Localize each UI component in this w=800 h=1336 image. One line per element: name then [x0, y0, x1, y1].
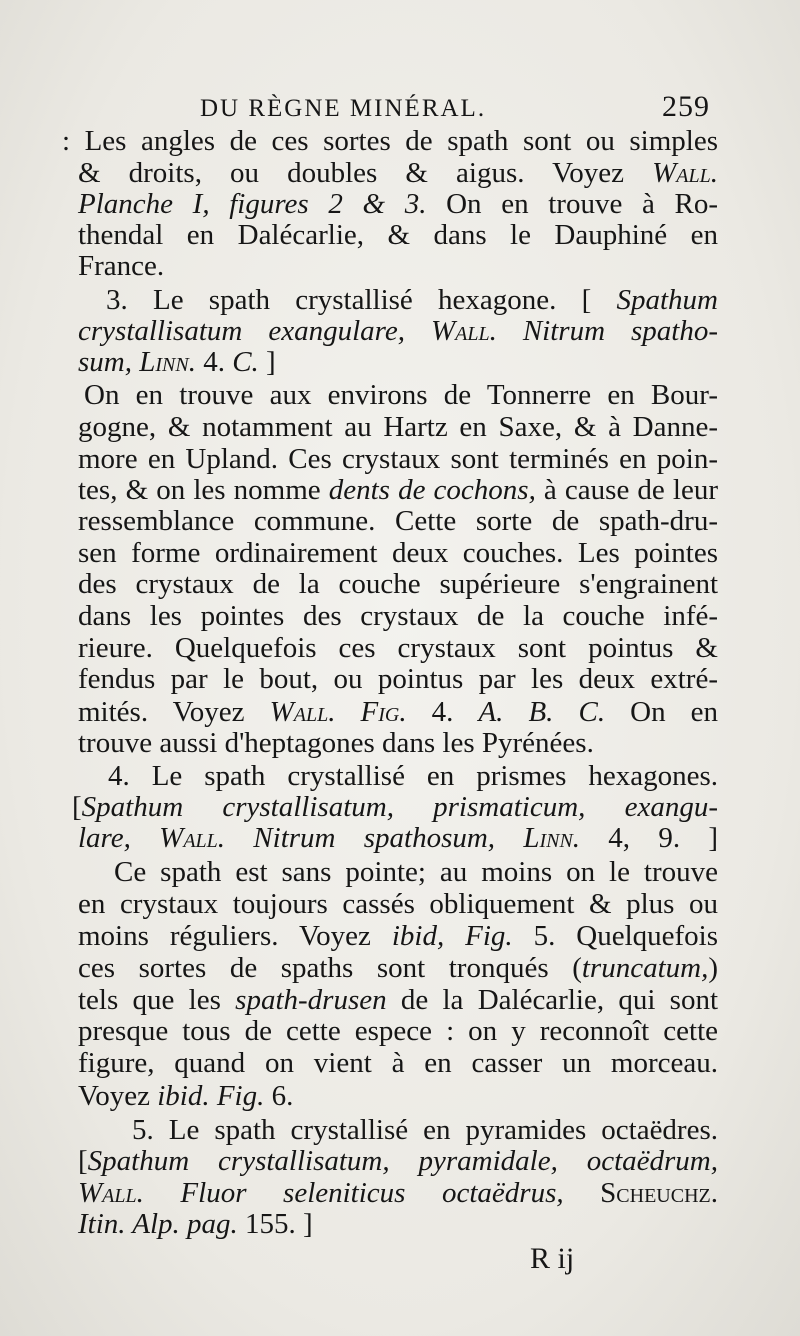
- text-line: [78, 347, 718, 377]
- text-line: [78, 1081, 718, 1111]
- text-line: [78, 1146, 718, 1176]
- text-run: On en: [605, 696, 718, 728]
- page-number: 259: [662, 90, 710, 123]
- text-run: 4.: [195, 346, 233, 378]
- text-run: & droits, ou doubles & aigus. Voyez: [78, 157, 653, 189]
- text-line: [78, 506, 718, 536]
- text-run: presque tous de cette espece : on y reconnoît cette: [78, 1015, 718, 1047]
- text-run: lare,: [78, 822, 160, 854]
- text-line: [72, 792, 718, 822]
- text-line: [78, 220, 718, 250]
- text-run: figure, quand on vient à en casser un morceau.: [78, 1047, 718, 1079]
- text-run: [: [72, 791, 82, 823]
- text-run: Itin. Alp. pag.: [78, 1208, 238, 1240]
- text-run: Nitrum spatho-: [496, 315, 718, 347]
- text-run: 155. ]: [237, 1208, 313, 1240]
- text-run: crystallisatum exangulare,: [78, 315, 431, 347]
- text-run: 4.: [406, 696, 479, 728]
- text-run: rieure. Quelquefois ces crystaux sont pointus &: [78, 632, 718, 664]
- text-run: On en trouve aux environs de Tonnerre en Bour-: [84, 379, 718, 411]
- text-run: Nitrum spathosum,: [225, 822, 524, 854]
- text-run: des crystaux de la couche supérieure s'engrainent: [78, 568, 718, 600]
- text-run: C.: [232, 346, 259, 378]
- text-line: [78, 569, 718, 599]
- text-line: [78, 728, 718, 758]
- text-run: France.: [78, 250, 165, 282]
- text-line: [78, 158, 718, 188]
- text-run: à cause de leur: [535, 474, 718, 506]
- text-line: [106, 285, 718, 315]
- text-run: ressemblance commune. Cette sorte de spath-dru-: [78, 505, 718, 537]
- text-run: spath-drusen: [235, 984, 387, 1016]
- text-line: [78, 985, 718, 1015]
- text-run: trouve aussi d'heptagones dans les Pyrénées.: [78, 727, 594, 759]
- text-run: 4, 9. ]: [580, 822, 718, 854]
- text-run: mités. Voyez: [78, 696, 270, 728]
- text-line: [78, 823, 718, 853]
- text-run: Planche I, figures 2 & 3.: [78, 188, 427, 220]
- text-line: [78, 1178, 718, 1208]
- text-line: [78, 601, 718, 631]
- text-run: Ce spath est sans pointe; au moins on le trouve: [114, 856, 718, 888]
- text-line: [78, 412, 718, 442]
- text-run: moins réguliers. Voyez: [78, 920, 392, 952]
- text-run: 6.: [264, 1080, 294, 1112]
- text-run: fendus par le bout, ou pointus par les deux extré-: [78, 663, 718, 695]
- text-line: [78, 697, 718, 727]
- text-run: Voyez: [78, 1080, 158, 1112]
- text-run: sen forme ordinairement deux couches. Les pointes: [78, 537, 718, 569]
- text-run: [: [78, 1145, 88, 1177]
- text-run: Linn.: [139, 346, 196, 378]
- text-run: 3. Le spath crystallisé hexagone. [: [106, 284, 617, 316]
- text-run: Fluor seleniticus octaëdrus,: [143, 1177, 601, 1209]
- text-run: ]: [258, 346, 276, 378]
- text-run: tes, & on les nomme: [78, 474, 329, 506]
- text-run: ): [708, 952, 718, 984]
- text-line: [132, 1115, 718, 1145]
- text-run: en crystaux toujours cassés obliquement & plus ou: [78, 888, 718, 920]
- text-run: On en trouve à Ro-: [426, 188, 718, 220]
- text-line: [78, 953, 718, 983]
- text-line: [78, 538, 718, 568]
- text-line: [78, 633, 718, 663]
- text-run: dans les pointes des crystaux de la couche infé-: [78, 600, 718, 632]
- text-run: de la Dalécarlie, qui sont: [386, 984, 718, 1016]
- text-run: Wall.: [430, 315, 497, 347]
- text-line: [78, 444, 718, 474]
- signature-mark: R ij: [530, 1242, 575, 1275]
- text-run: truncatum,: [581, 952, 709, 984]
- text-line: [78, 1209, 718, 1239]
- text-line: [78, 889, 718, 919]
- text-run: ibid, Fig.: [391, 920, 513, 952]
- text-run: gogne, & notamment au Hartz en Saxe, & à Danne-: [78, 411, 718, 443]
- text-run: Wall.: [78, 1177, 144, 1209]
- text-line: [78, 1016, 718, 1046]
- text-line: [78, 664, 718, 694]
- text-run: 5. Le spath crystallisé en pyramides octaëdres.: [132, 1114, 718, 1146]
- text-line: [78, 251, 718, 281]
- text-run: Wall. Fig.: [269, 696, 407, 728]
- text-run: A. B. C.: [478, 696, 606, 728]
- running-head: DU RÈGNE MINÉRAL.: [200, 95, 487, 122]
- text-line: [108, 761, 718, 791]
- text-run: ibid. Fig.: [157, 1080, 265, 1112]
- text-line: [78, 475, 718, 505]
- text-line: [78, 921, 718, 951]
- text-run: 5. Quelquefois: [512, 920, 719, 952]
- text-run: Spathum: [616, 284, 718, 316]
- text-run: dents de cochons,: [328, 474, 536, 506]
- text-run: 4. Le spath crystallisé en prismes hexagones.: [108, 760, 718, 792]
- text-run: Scheuchz.: [600, 1177, 718, 1209]
- text-run: Spathum crystallisatum, pyramidale, octaëdrum,: [87, 1145, 718, 1177]
- text-line: [78, 189, 718, 219]
- text-run: sum,: [78, 346, 140, 378]
- text-line: [78, 316, 718, 346]
- text-line: [114, 857, 718, 887]
- text-line: [78, 1048, 718, 1078]
- text-run: Spathum crystallisatum, prismaticum, exangu-: [81, 791, 718, 823]
- text-run: Wall.: [652, 157, 718, 189]
- text-run: more en Upland. Ces crystaux sont terminés en poin-: [78, 443, 718, 475]
- text-run: : Les angles de ces sortes de spath sont ou simples: [62, 125, 718, 157]
- text-line: [84, 380, 718, 410]
- text-run: Wall.: [159, 822, 226, 854]
- text-line: [62, 126, 718, 156]
- text-run: Linn.: [523, 822, 581, 854]
- text-run: tels que les: [78, 984, 236, 1016]
- text-run: thendal en Dalécarlie, & dans le Dauphiné en: [78, 219, 718, 251]
- text-run: ces sortes de spaths sont tronqués (: [78, 952, 582, 984]
